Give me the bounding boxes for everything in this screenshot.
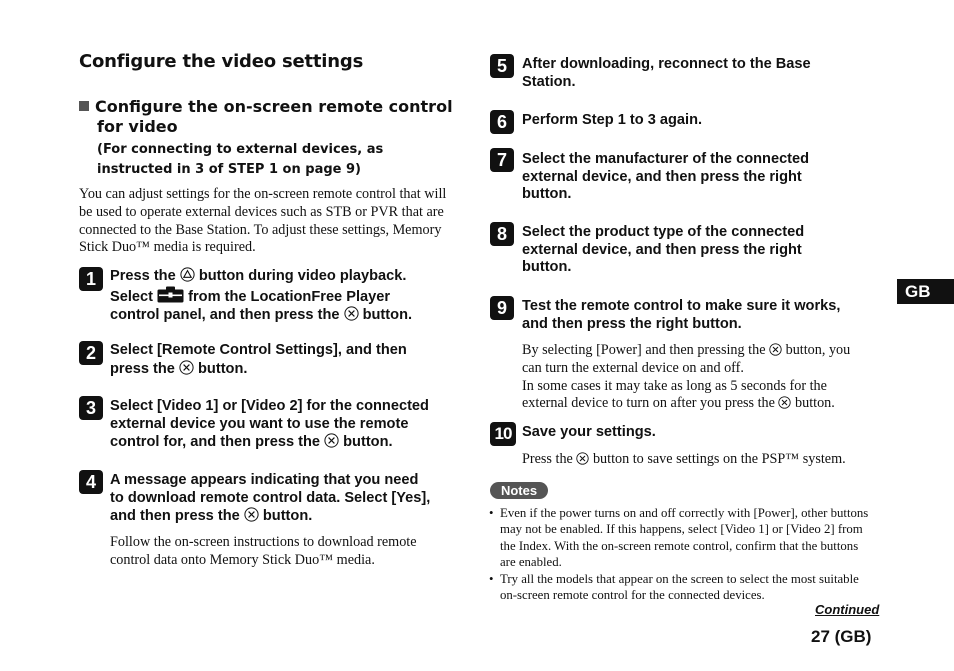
cross-button-icon xyxy=(179,360,194,375)
step-4-body: Follow the on-screen instructions to download remote control data onto Memory Stick Duo™ media. xyxy=(110,534,417,568)
step-1-number: 1 xyxy=(79,267,103,291)
list-item: • Try all the models that appear on the screen to select the most suitable on-screen remote control for the connected devices. xyxy=(489,571,869,604)
step-10-number: 10 xyxy=(490,422,516,446)
step-9-number: 9 xyxy=(490,296,514,320)
subsection-note: (For connecting to external devices, as instructed in 3 of STEP 1 on page 9) xyxy=(97,142,384,177)
cross-button-icon xyxy=(324,433,339,448)
step-4-number: 4 xyxy=(79,470,103,494)
step-2-number: 2 xyxy=(79,341,103,365)
step-6-number: 6 xyxy=(490,110,514,134)
cross-button-icon xyxy=(244,507,259,522)
cross-button-icon xyxy=(576,452,589,465)
step-3-text: Select [Video 1] or [Video 2] for the connected external device you want to use the remote control for, and then press the button. xyxy=(110,398,429,451)
step-2-text: Select [Remote Control Settings], and then press the button. xyxy=(110,342,407,377)
subsection-heading: Configure the on-screen remote control for video xyxy=(79,97,469,137)
page-number: 27 (GB) xyxy=(811,627,872,646)
step-1-text: Press the button during video playback. Select from the LocationFree Player control panel, and then press the button. xyxy=(110,268,413,324)
step-8-number: 8 xyxy=(490,222,514,246)
list-item: • Even if the power turns on and off correctly with [Power], other buttons may not be enabled. If this happens, select [Video 1] or [Video 2] from the Index. With the on-screen remote control, confirm that the buttons are enabled. xyxy=(489,505,869,570)
step-5-number: 5 xyxy=(490,54,514,78)
step-5-text: After downloading, reconnect to the Base Station. xyxy=(522,56,811,90)
step-9-text: Test the remote control to make sure it works, and then press the right button. xyxy=(522,298,841,332)
triangle-button-icon xyxy=(180,267,195,282)
step-6-text: Perform Step 1 to 3 again. xyxy=(522,112,703,128)
step-10-body: Press the button to save settings on the PSP™ system. xyxy=(522,451,846,467)
notes-list xyxy=(489,505,869,605)
intro-paragraph: You can adjust settings for the on-screen remote control that will be used to operate external devices such as STB or PVR that are connected to the Base Station. To adjust these settings, Memory Stick Duo™ media is required. xyxy=(79,186,447,256)
cross-button-icon xyxy=(344,306,359,321)
continued-label: Continued xyxy=(815,602,880,617)
language-tab: GB xyxy=(897,279,954,304)
step-7-number: 7 xyxy=(490,148,514,172)
cross-button-icon xyxy=(778,396,791,409)
step-4-text: A message appears indicating that you need to download remote control data. Select [Yes], and then press the button. xyxy=(110,472,431,525)
cross-button-icon xyxy=(769,343,782,356)
step-9-body: By selecting [Power] and then pressing the button, you can turn the external device on and off. In some cases it may take as long as 5 seconds for the external device to turn on after you press the button. xyxy=(522,342,851,412)
toolbox-icon xyxy=(157,286,184,303)
page-title: Configure the video settings xyxy=(79,51,364,72)
square-bullet-icon xyxy=(79,101,89,111)
notes-badge: Notes xyxy=(490,482,548,499)
step-8-text: Select the product type of the connected external device, and then press the right button. xyxy=(522,224,805,276)
step-3-number: 3 xyxy=(79,396,103,420)
step-7-text: Select the manufacturer of the connected external device, and then press the right button. xyxy=(522,151,810,203)
step-10-text: Save your settings. xyxy=(522,424,656,440)
